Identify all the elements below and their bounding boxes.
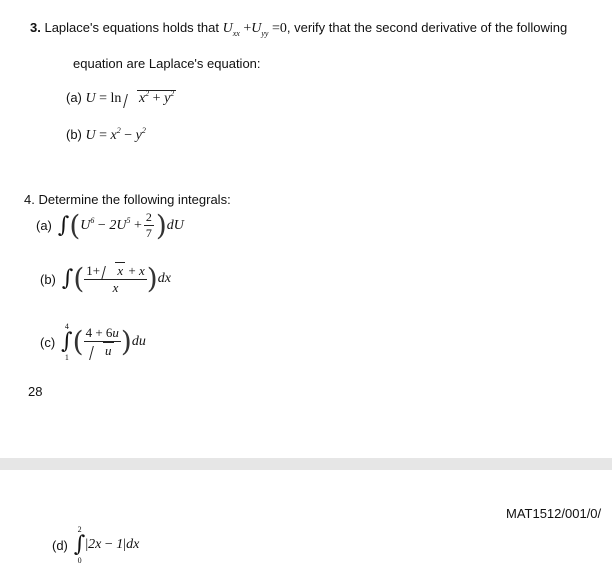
question-4-part-b — [40, 262, 171, 296]
question-4-part-a — [36, 210, 184, 241]
question-4-part-c-label: (c) — [40, 334, 56, 350]
part-a-differential: dU — [166, 217, 184, 233]
question-3-text-before: Laplace's equations holds that — [44, 20, 219, 35]
upper-limit-c: 4 — [64, 322, 69, 331]
integral-with-limits-c — [61, 322, 72, 362]
question-3-line-1 — [30, 20, 567, 37]
part-b-equation: $U = x^2 - y^2$ — [85, 126, 146, 143]
page-break-band — [0, 458, 612, 470]
part-d-integrand: |2x − 1|dx — [85, 537, 140, 552]
question-3-part-a — [66, 90, 176, 107]
integral-with-limits-d — [74, 525, 85, 565]
integral-sign-c: ∫ — [61, 329, 73, 354]
upper-limit-d: 2 — [77, 525, 82, 534]
question-3-part-b — [66, 127, 146, 144]
question-4-title-line — [24, 192, 231, 207]
question-4-part-a-label: (a) — [36, 218, 52, 233]
question-4-number: 4. — [24, 192, 35, 207]
question-4-part-d — [52, 525, 139, 565]
question-4-title: Determine the following integrals: — [38, 192, 231, 207]
question-4-part-c — [40, 322, 146, 362]
paren-right-c: ) — [120, 325, 132, 358]
integral-sign-b: ∫ — [61, 266, 74, 291]
paren-left-a: ( — [69, 208, 81, 242]
question-4-part-b-label: (b) — [40, 271, 56, 287]
question-3-number: 3. — [30, 20, 41, 35]
fraction-two-sevenths: $\frac{2}{7}$ — [145, 210, 152, 240]
laplace-equation: $U_{xx} +U_{yy} =0$ — [222, 21, 287, 38]
part-c-fraction: $\frac{4 + 6u}{u}$ — [85, 325, 119, 358]
paren-right-a: ) — [155, 208, 167, 242]
integral-sign-d: ∫ — [73, 532, 86, 557]
paren-left-b: ( — [73, 262, 85, 295]
integral-sign-a: ∫ — [57, 212, 70, 238]
question-3-text-after: , verify that the second derivative of the following — [286, 20, 568, 35]
question-3-part-a-label: (a) — [66, 90, 82, 105]
part-b-fraction: $\frac{1+ x + x}{x}$ — [86, 263, 145, 295]
part-a-equation: $U = \ln x^2 + y^2$ — [85, 89, 175, 106]
page-number: 28 — [28, 384, 43, 399]
part-c-differential: du — [131, 334, 146, 349]
paren-right-b: ) — [146, 262, 158, 295]
paren-left-c: ( — [72, 325, 84, 358]
part-b-differential: dx — [157, 271, 171, 286]
question-3-line-2: equation are Laplace's equation: — [73, 56, 261, 71]
footer-course-code: MAT1512/001/0/ — [506, 506, 602, 521]
lower-limit-c: 1 — [64, 353, 69, 362]
part-a-integrand: $U^6 - 2U^5$ + — [80, 215, 142, 233]
lower-limit-d: 0 — [77, 556, 82, 565]
question-4-part-d-label: (d) — [52, 537, 68, 553]
question-3-part-b-label: (b) — [66, 127, 82, 142]
